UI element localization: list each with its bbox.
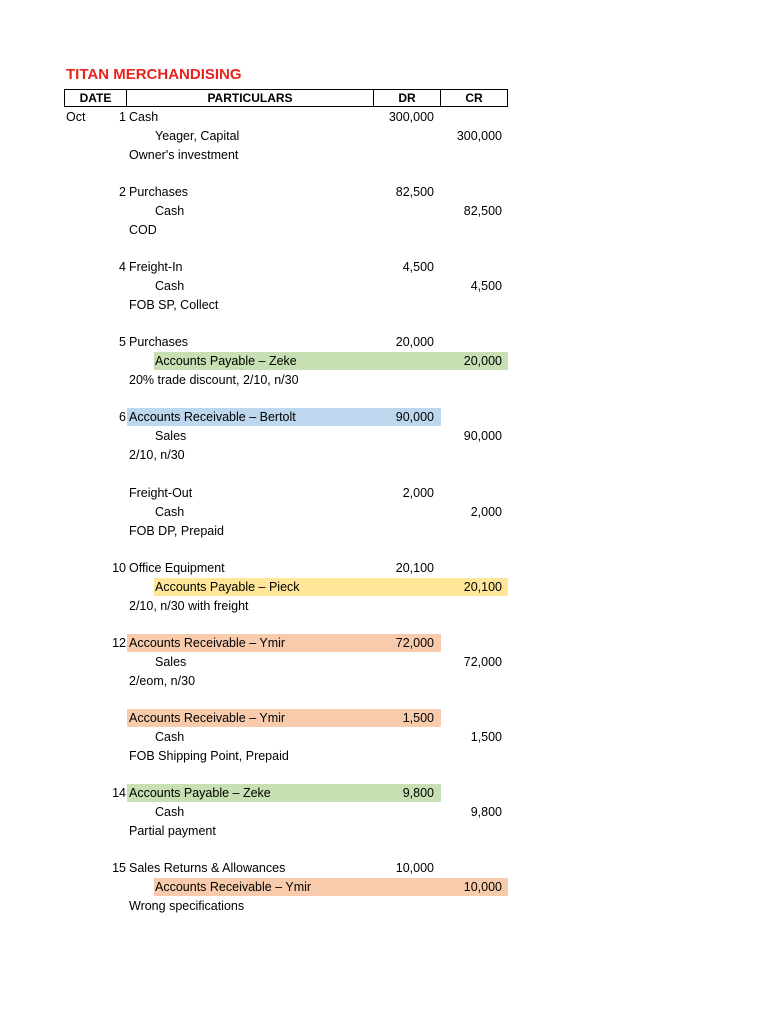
debit-amount: 72,000 bbox=[395, 636, 434, 650]
journal-row bbox=[0, 878, 768, 896]
journal-row bbox=[0, 634, 768, 652]
journal-row bbox=[0, 859, 768, 877]
entry-particulars: Accounts Payable – Pieck bbox=[155, 580, 300, 594]
entry-particulars: Yeager, Capital bbox=[155, 129, 240, 143]
journal-row bbox=[0, 127, 768, 145]
entry-particulars: Office Equipment bbox=[129, 561, 225, 575]
journal-row bbox=[0, 408, 768, 426]
entry-day: 4 bbox=[119, 260, 126, 274]
journal-row bbox=[0, 296, 768, 314]
credit-amount: 72,000 bbox=[463, 655, 502, 669]
entry-particulars: Partial payment bbox=[129, 824, 216, 838]
entry-particulars: Freight-In bbox=[129, 260, 183, 274]
debit-amount: 2,000 bbox=[402, 486, 434, 500]
journal-row bbox=[0, 822, 768, 840]
entry-particulars: Sales bbox=[155, 655, 187, 669]
journal-row bbox=[0, 503, 768, 521]
entry-particulars: Cash bbox=[155, 279, 185, 293]
entry-day: 10 bbox=[112, 561, 126, 575]
journal-row bbox=[0, 578, 768, 596]
journal-row bbox=[0, 559, 768, 577]
entry-particulars: 2/eom, n/30 bbox=[129, 674, 196, 688]
journal-row bbox=[0, 202, 768, 220]
entry-particulars: Wrong specifications bbox=[129, 899, 245, 913]
entry-particulars: FOB Shipping Point, Prepaid bbox=[129, 749, 289, 763]
entry-particulars: Cash bbox=[155, 730, 185, 744]
credit-amount: 20,000 bbox=[463, 354, 502, 368]
entry-particulars: COD bbox=[129, 223, 157, 237]
credit-amount: 4,500 bbox=[470, 279, 502, 293]
entry-day: 14 bbox=[112, 786, 126, 800]
debit-amount: 20,100 bbox=[395, 561, 434, 575]
credit-amount: 300,000 bbox=[456, 129, 502, 143]
entry-particulars: Sales bbox=[155, 429, 187, 443]
entry-particulars: Sales Returns & Allowances bbox=[129, 861, 286, 875]
entry-day: 1 bbox=[119, 110, 126, 124]
entry-particulars: Cash bbox=[155, 505, 185, 519]
journal-row bbox=[0, 728, 768, 746]
entry-particulars: FOB SP, Collect bbox=[129, 298, 219, 312]
journal-row bbox=[0, 446, 768, 464]
header-particulars: PARTICULARS bbox=[126, 89, 374, 107]
entry-particulars: 20% trade discount, 2/10, n/30 bbox=[129, 373, 299, 387]
entry-day: 6 bbox=[119, 410, 126, 424]
journal-row bbox=[0, 221, 768, 239]
journal-row bbox=[0, 427, 768, 445]
journal-row bbox=[0, 108, 768, 126]
entry-particulars: Cash bbox=[129, 110, 159, 124]
entry-day: 12 bbox=[112, 636, 126, 650]
debit-amount: 4,500 bbox=[402, 260, 434, 274]
debit-amount: 1,500 bbox=[402, 711, 434, 725]
entry-particulars: Accounts Receivable – Ymir bbox=[155, 880, 312, 894]
journal-row bbox=[0, 146, 768, 164]
journal-row bbox=[0, 183, 768, 201]
journal-row bbox=[0, 672, 768, 690]
entry-particulars: Cash bbox=[155, 204, 185, 218]
header-dr: DR bbox=[373, 89, 441, 107]
credit-amount: 10,000 bbox=[463, 880, 502, 894]
entry-particulars: FOB DP, Prepaid bbox=[129, 524, 224, 538]
journal-row bbox=[0, 258, 768, 276]
journal-row bbox=[0, 522, 768, 540]
journal-row bbox=[0, 897, 768, 915]
debit-amount: 300,000 bbox=[388, 110, 434, 124]
header-cr: CR bbox=[440, 89, 508, 107]
journal-row bbox=[0, 803, 768, 821]
journal-row bbox=[0, 747, 768, 765]
journal-row bbox=[0, 484, 768, 502]
debit-amount: 20,000 bbox=[395, 335, 434, 349]
entry-particulars: Accounts Receivable – Bertolt bbox=[129, 410, 296, 424]
credit-amount: 2,000 bbox=[470, 505, 502, 519]
credit-amount: 82,500 bbox=[463, 204, 502, 218]
entry-day: 5 bbox=[119, 335, 126, 349]
debit-amount: 10,000 bbox=[395, 861, 434, 875]
entry-day: 2 bbox=[119, 185, 126, 199]
journal-row bbox=[0, 333, 768, 351]
journal-row bbox=[0, 784, 768, 802]
entry-particulars: Owner's investment bbox=[129, 148, 239, 162]
entry-particulars: Cash bbox=[155, 805, 185, 819]
credit-amount: 90,000 bbox=[463, 429, 502, 443]
journal-row bbox=[0, 653, 768, 671]
debit-amount: 9,800 bbox=[402, 786, 434, 800]
entry-particulars: Freight-Out bbox=[129, 486, 193, 500]
entry-particulars: Accounts Receivable – Ymir bbox=[129, 711, 286, 725]
entry-month: Oct bbox=[66, 110, 86, 124]
entry-particulars: Purchases bbox=[129, 185, 189, 199]
debit-amount: 82,500 bbox=[395, 185, 434, 199]
journal-row bbox=[0, 597, 768, 615]
entry-particulars: Accounts Payable – Zeke bbox=[155, 354, 297, 368]
sheet-title: TITAN MERCHANDISING bbox=[66, 66, 242, 83]
journal-row bbox=[0, 277, 768, 295]
journal-row bbox=[0, 371, 768, 389]
entry-particulars: 2/10, n/30 with freight bbox=[129, 599, 249, 613]
entry-particulars: 2/10, n/30 bbox=[129, 448, 185, 462]
credit-amount: 9,800 bbox=[470, 805, 502, 819]
entry-day: 15 bbox=[112, 861, 126, 875]
entry-particulars: Accounts Payable – Zeke bbox=[129, 786, 271, 800]
debit-amount: 90,000 bbox=[395, 410, 434, 424]
credit-amount: 20,100 bbox=[463, 580, 502, 594]
header-date: DATE bbox=[64, 89, 127, 107]
journal-row bbox=[0, 709, 768, 727]
credit-amount: 1,500 bbox=[470, 730, 502, 744]
entry-particulars: Accounts Receivable – Ymir bbox=[129, 636, 286, 650]
entry-particulars: Purchases bbox=[129, 335, 189, 349]
journal-row bbox=[0, 352, 768, 370]
